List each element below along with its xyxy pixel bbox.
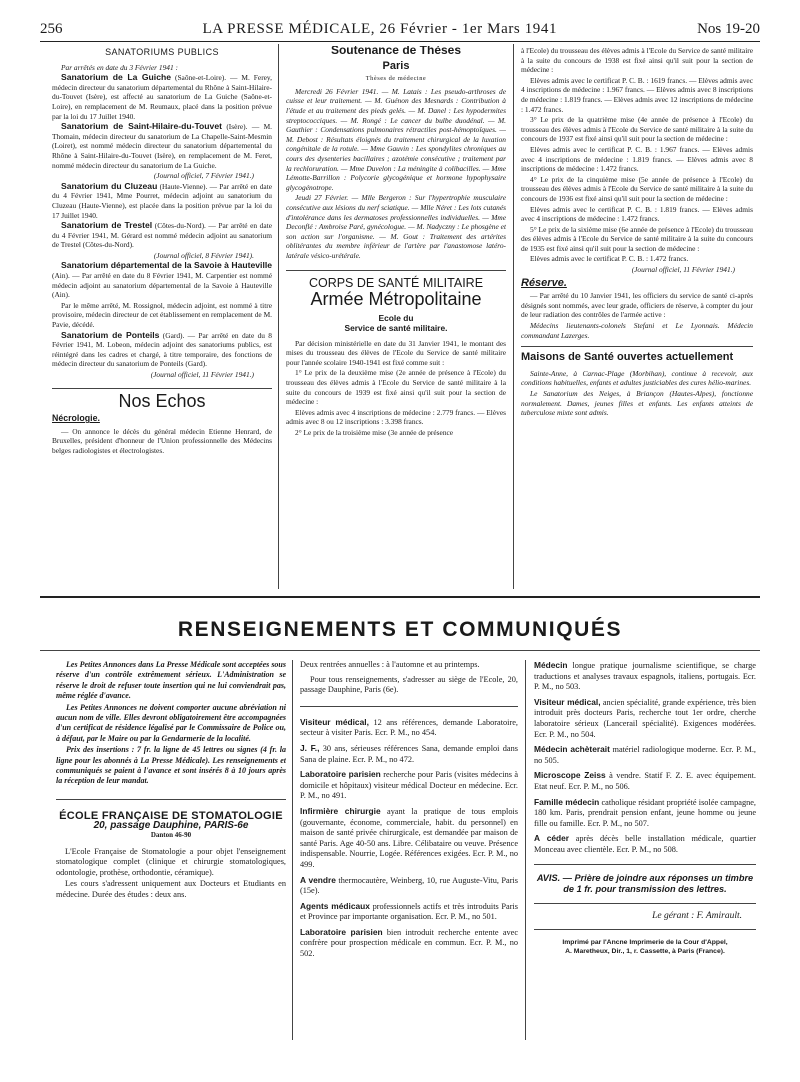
paragraph: Elèves admis avec le certificat P. C. B. : 1.472 francs. — [530, 254, 689, 264]
paragraph: Médecins lieutenants-colonels Stefani et Le Lyonnais. Médecin commandant Lazerges. — [521, 321, 753, 340]
ad-text: thermocautère, Weinberg, 10, rue Auguste-Vitu, Paris (15e). — [300, 875, 518, 896]
column-annonces-3 — [534, 660, 756, 1080]
theses-title: Soutenance de Thèses — [330, 46, 462, 57]
paragraph: Sanatorium de La Guiche (Saône-et-Loire). — M. Ferey, médecin directeur du sanatorium départemental du Rhône à Saint-Hilaire-du-Touvet (Isère), est affecté au sanatorium de La Guiche (Saône-et-Loire), en remplacement de M. Reumaux, placé dans la position prévue par la loi du 17 Juillet 1940. — [52, 72, 272, 121]
classified-ad — [300, 901, 518, 923]
paragraph: Elèves admis avec le certificat P. C. B. : 1619 francs. — Elèves admis avec 4 inscriptions de médecine : 1.967 francs. — Elèves admis avec 8 inscriptions de médecine : 1.819 francs. — Elèves admis avec 12 inscriptions de médecine : 1.472 francs. — [521, 75, 753, 114]
classified-ad — [300, 717, 518, 739]
column-sanatoriums — [52, 46, 272, 592]
paragraph: 1° Le prix de la deuxième mise (2e année de présence à l'Ecole) du trousseau des élèves admis à l'Ecole du Service de santé militaire à la suite du concours de 1939 est fixé ainsi qu'il suit pour la section de médecine : — [286, 368, 506, 407]
ad-text: matériel radiologique moderne. Ecr. P. M., no 505. — [534, 745, 756, 765]
ad-heading: A vendre — [300, 874, 336, 885]
classified-ad — [300, 806, 518, 871]
printer-line: Imprimé par l'Ancne Imprimerie de la Cour d'Appel, — [562, 939, 728, 947]
classified-ad — [300, 875, 518, 897]
ad-text: ayant la pratique de tous emplois (gouvernante, économe, commerciale, habit. du personnel) en maison de santé privée chirurgicale, est demandée par maison de santé Paris. Age 40-50 ans. Libre. Célibataire ou veuve. Présence indispensable. Nourrie, Logée. Références exigées. Ecr. P. M., no 499. — [300, 806, 518, 869]
paragraph: Par le même arrêté, M. Rossignol, médecin adjoint, est nommé à titre provisoire, médecin directeur de cet établissement en remplacement de M. Pavie, décédé. — [52, 300, 272, 330]
paragraph: Elèves admis avec 4 inscriptions de médecine : 2.779 francs. — Elèves admis avec 8 ou 12 inscriptions : 3.398 francs. — [286, 407, 506, 427]
paragraph: à l'Ecole) du trousseau des élèves admis à l'Ecole du Service de santé militaire à la suite du concours de 1938 est fixé ainsi qu'il suit pour la section de médecine : — [521, 46, 753, 75]
renseignements-title: RENSEIGNEMENTS ET COMMUNIQUÉS — [177, 618, 623, 641]
ad-heading: Agents médicaux — [300, 900, 370, 911]
paragraph: Par décision ministérielle en date du 31 Janvier 1941, le montant des mises du trousseau des élèves de l'Ecole du Service de santé militaire pour l'année scolaire 1940-1941 est fixé comme suit : — [286, 338, 506, 367]
paragraph: Sainte-Anne, à Carnac-Plage (Morbihan), continue à recevoir, aux conditions habituelles, enfants et adultes justiciables des cures hélio-marines. — [521, 368, 753, 388]
ecole-heading: Service de santé militaire. — [344, 322, 448, 333]
divider — [534, 864, 756, 865]
ad-heading: Médecin achèterait — [534, 744, 610, 755]
printer-line: A. Maretheux, Dir., 1, r. Cassette, à Paris (France). — [565, 948, 725, 956]
classified-ad — [534, 660, 756, 693]
divider — [534, 903, 756, 904]
paragraph: Mercredi 26 Février 1941. — M. Latais : Les pseudo-arthroses de cuisse et leur traitement. — M. Guénon des Mesnards : Contribution à l'étude et au traitement des pieds gelés. — M. Danel : Les hypodermites streptococciques. — M. Rongé : Le cancer du bulbe duodénal. — M. Gauthier : Condensations pulmonaires rétractiles post-hémoptoïques. — M. Debost : Résultats éloignés du traitement chirurgical de la luxation congénitale de la rotule. — Mme Gauvin : Les spondylites chroniques au cours des dysenteries bacillaires ; azotémie consécutive ; traitement par la rechloruration. — Mme Duvelon : La méningite à colibacilles. — Mme Lémotte-Barrillon : Polycorie glycogénique et hormone hypophysaire glycogénotrope. — [286, 86, 506, 192]
ad-heading: Infirmière chirurgie — [300, 805, 381, 816]
ecole-address: 20, passage Dauphine, PARIS-6e — [93, 820, 249, 832]
classified-ad — [300, 769, 518, 802]
column-annonces-info — [56, 660, 286, 1060]
column-rule — [525, 660, 526, 1040]
paragraph: Prix des insertions : 7 fr. la ligne de 45 lettres ou signes (4 fr. la ligne pour les abonnés à La Presse Médicale). Les renseignements et communiqués se paient à l'avance et sont insérés 8 à 10 jours après la réception de leur mandat. — [56, 745, 286, 786]
ad-heading: J. F., — [300, 742, 320, 753]
page-number: 256 — [40, 21, 63, 37]
paragraph: Les cours s'adressent uniquement aux Docteurs et Etudiants en médecine. Durée des études : deux ans. — [56, 879, 286, 900]
ecole-heading: Ecole du — [378, 312, 414, 323]
paragraph: Le Sanatorium des Neiges, à Briançon (Hautes-Alpes), fonctionne normalement. Dames, jeunes filles et enfants. Les enfants atteints de tuberculose mixte sont admis. — [521, 389, 753, 418]
maisons-title: Maisons de Santé ouvertes actuellement — [521, 351, 734, 364]
gerant-line: Le gérant : F. Amirault. — [652, 910, 742, 921]
paragraph: 3° Le prix de la quatrième mise (4e année de présence à l'Ecole) du trousseau des élèves admis à l'Ecole du Service de santé militaire à la suite du concours de 1937 est fixé ainsi qu'il suit pour la section de médecine : — [521, 115, 753, 144]
ad-heading: Visiteur médical, — [534, 696, 601, 707]
ad-heading: Famille médecin — [534, 796, 600, 807]
paragraph: Sanatorium du Cluzeau (Haute-Vienne). — Par arrêté en date du 4 Février 1941, Mme Pourret, médecin adjoint au sanatorium du Cluzeau (Haute-Vienne), est placée dans la position prévue par la loi du 17 Juillet 1940. — [52, 180, 272, 220]
classified-ad — [534, 797, 756, 830]
ad-heading: Visiteur médical, — [300, 716, 369, 727]
classified-ad — [534, 833, 756, 855]
paragraph: Pour tous renseignements, s'adresser au siège de l'Ecole, 20, passage Dauphine, Paris (6e). — [300, 674, 518, 695]
classified-ad — [534, 770, 756, 792]
paragraph: Par arrêtés en date du 3 Février 1941 : — [61, 62, 178, 72]
annonces-notice — [56, 660, 286, 787]
ad-text: à vendre. Statif F. Z. E. avec équipement. Etat neuf. Ecr. P. M., no 506. — [534, 771, 756, 791]
section-title: SANATORIUMS PUBLICS — [105, 47, 219, 57]
ad-text: après décès belle installation médicale, quartier Monceau avec clientèle. Ecr. P. M., no 508. — [534, 834, 756, 854]
divider — [300, 706, 518, 707]
column-rule — [513, 44, 514, 589]
theses-subtitle: Thèses de médecine — [365, 75, 427, 83]
armee-title: Armée Métropolitaine — [310, 289, 482, 310]
ad-heading: A céder — [534, 833, 570, 844]
paragraph: Les Petites Annonces dans La Presse Médicale sont acceptées sous réserve d'un contrôle extrêmement sérieux. L'Administration se réserve le droit de refuser toute insertion qui ne lui conviendrait pas, même réglée d'avance. — [56, 660, 286, 701]
paragraph: 5° Le prix de la sixième mise (6e année de présence à l'Ecole) du trousseau des élèves admis à l'Ecole du Service de santé militaire à la suite du concours de 1935 est fixé ainsi qu'il suit pour la section de médecine : — [521, 224, 753, 253]
classified-ad — [534, 697, 756, 740]
column-trousseau — [521, 46, 753, 592]
paragraph: Elèves admis avec le certificat P. C. B. : 1.967 francs. — Elèves admis avec 4 inscriptions de médecine : 1.819 francs. — Elèves admis avec 8 inscriptions de médecine : 1.472 francs. — [521, 144, 753, 174]
paragraph: L'Ecole Française de Stomatologie a pour objet l'enseignement stomatologique complet (clinique et chirurgie stomatologiques, odontologie, prothèse, orthodontie, céramique). — [56, 846, 286, 877]
paragraph: — On annonce le décès du général médecin Etienne Henrard, de Bruxelles, président d'honneur de l'Union professionnelle des Médecins belges radiologistes et électrologistes. — [52, 426, 272, 455]
avis-notice: AVIS. — Prière de joindre aux réponses un timbre de 1 fr. pour transmission des lettres. — [536, 872, 754, 894]
echos-title: Nos Echos — [118, 390, 206, 411]
paragraph: Sanatorium de Trestel (Côtes-du-Nord). — Par arrêté en date du 4 Février 1941, M. Gérard est nommé médecin adjoint au sanatorium de Trestel (Côtes-du-Nord). — [52, 220, 272, 250]
paragraph: Jeudi 27 Février. — Mlle Bergeron : Sur l'hypertrophie musculaire consécutive aux lésions du nerf sciatique. — Mlle Néret : Les lots cutanés d'intolérance dans les dermatoses professionnelles individuelles. — Mme Deconflé : Ambroise Paré, gynécologue. — M. Nadyczny : Le phosgène et son action sur l'organisme. — M. Gout : Traitement des artérites oblitérantes du membre inférieur de l'artère par l'anastomose latéro-latérale vésico-urétérale. — [286, 193, 506, 260]
ad-text: professionnels actifs et très introduits Paris et Province par importante organisation. Ecr. P. M., no 501. — [300, 901, 518, 922]
divider — [534, 929, 756, 930]
ecole-phone: Danton 46-90 — [150, 831, 192, 840]
column-theses — [286, 46, 506, 592]
ad-text: longue pratique journalisme scientifique, se charge traductions et analyses travaux espagnols, italiens, portugais. Ecr. P. M., no 503. — [534, 661, 756, 692]
issue-number: Nos 19-20 — [697, 21, 760, 37]
ad-heading: Microscope Zeiss — [534, 770, 606, 781]
page-header — [40, 14, 760, 42]
divider — [56, 799, 286, 800]
citation: (Journal officiel, 7 Février 1941.) — [153, 171, 254, 181]
classified-ad — [300, 743, 518, 765]
citation: (Journal officiel, 8 Février 1941). — [153, 250, 254, 260]
paragraph: — Par arrêté du 10 Janvier 1941, les officiers du service de santé ci-après désignés sont nommés, avec leur grade, officiers de réserve, à compter du jour de leur radiation des contrôles de l'armée active : — [521, 291, 753, 320]
paragraph: Elèves admis avec le certificat P. C. B. : 1.819 francs. — Elèves admis avec 4 inscriptions de médecine : 1.472 francs. — [521, 204, 753, 224]
paragraph: Sanatorium de Ponteils (Gard). — Par arrêté en date du 8 Février 1941, M. Lobeon, médecin adjoint des sanatoriums publics, est réintégré dans les cadres et chargé, à titre temporaire, des fonctions de médecin directeur du sanatorium de Ponteils (Gard). — [52, 329, 272, 369]
citation: (Journal officiel, 11 Février 1941.) — [150, 370, 254, 379]
classified-ad — [300, 927, 518, 960]
classified-ad — [534, 744, 756, 766]
paragraph: Sanatorium de Saint-Hilaire-du-Touvet (Isère). — M. Thomain, médecin directeur du sanatorium de La Chapelle-Saint-Mesmin (Loiret), est nommé médecin directeur du sanatorium départemental du Rhône à Saint-Hilaire-du-Touvet (Isère), en remplacement de M. Feret, nommé médecin directeur du sanatorium de La Guiche. — [52, 121, 272, 170]
ecole-title: ÉCOLE FRANÇAISE DE STOMATOLOGIE — [59, 809, 283, 822]
ad-text: ancien spécialité, grande expérience, très bien introduit près docteurs Paris, recherche tout 1er ordre, cherche laboratoire sérieux (Lancerail spécialité). Exigences modérées. Ecr. P. M., no 504. — [534, 697, 756, 739]
theses-city: Paris — [382, 59, 410, 72]
reserve-heading: Réserve. — [521, 276, 567, 289]
divider — [286, 270, 506, 271]
corps-title: CORPS DE SANTÉ MILITAIRE — [308, 276, 484, 291]
divider — [52, 388, 272, 389]
ad-text: bien introduit recherche entente avec confrère pour prospection médicale en commun. Ecr. P. M., no 502. — [300, 927, 518, 959]
column-rule — [278, 44, 279, 589]
paragraph: 2° Le prix de la troisième mise (3e année de présence — [295, 428, 454, 437]
column-annonces-2 — [300, 660, 518, 1060]
column-rule — [292, 660, 293, 1040]
necrologie-heading: Nécrologie. — [52, 413, 100, 424]
ad-text: 30 ans, sérieuses références Sana, demande emploi dans Sana de plaine. Ecr. P. M., no 472. — [300, 743, 518, 764]
ad-text: recherche pour Paris (visites médecins à domicile et hôpitaux) visiteur médical Docteur en médecine. Ecr. P. M., no 491. — [300, 770, 518, 801]
section-rule — [40, 650, 760, 651]
section-rule — [40, 596, 760, 598]
citation: (Journal officiel, 11 Février 1941.) — [631, 265, 735, 275]
paragraph: Deux rentrées annuelles : à l'automne et au printemps. — [300, 660, 480, 669]
ad-heading: Laboratoire parisien — [300, 769, 381, 780]
paragraph: Sanatorium départemental de la Savoie à Hauteville (Ain). — Par arrêté en date du 8 Février 1941, M. Carpentier est nommé médecin adjoint au sanatorium départemental de la Savoie à Hauteville (Ain). — [52, 260, 272, 300]
ad-text: catholique résidant propriété isolée campagne, 180 km. Paris, prendrait pension enfant, jeune homme ou jeune fille ou famille. Ecr. P. M., no 507. — [534, 797, 756, 828]
journal-title: LA PRESSE MÉDICALE, 26 Février - 1er Mars 1941 — [202, 21, 558, 37]
divider — [521, 346, 753, 347]
ad-heading: Laboratoire parisien — [300, 926, 383, 937]
ad-text: 12 ans références, demande Laboratoire, secteur à visiter Paris. Ecr. P. M., no 454. — [300, 717, 518, 738]
paragraph: 4° Le prix de la cinquième mise (5e année de présence à l'Ecole) du trousseau des élèves admis à l'Ecole du Service de santé militaire à la suite du concours de 1936 est fixé ainsi qu'il suit pour la section de médecine : — [521, 174, 753, 203]
paragraph: Les Petites Annonces ne doivent comporter aucune abréviation ni aucun nom de ville. Elles devront obligatoirement être accompagnées d'un certificat de résidence légalisé par le Commissaire de Police ou, à défaut, par le Maire ou par la Gendarmerie de la localité. — [56, 702, 286, 743]
ad-heading: Médecin — [534, 660, 568, 670]
